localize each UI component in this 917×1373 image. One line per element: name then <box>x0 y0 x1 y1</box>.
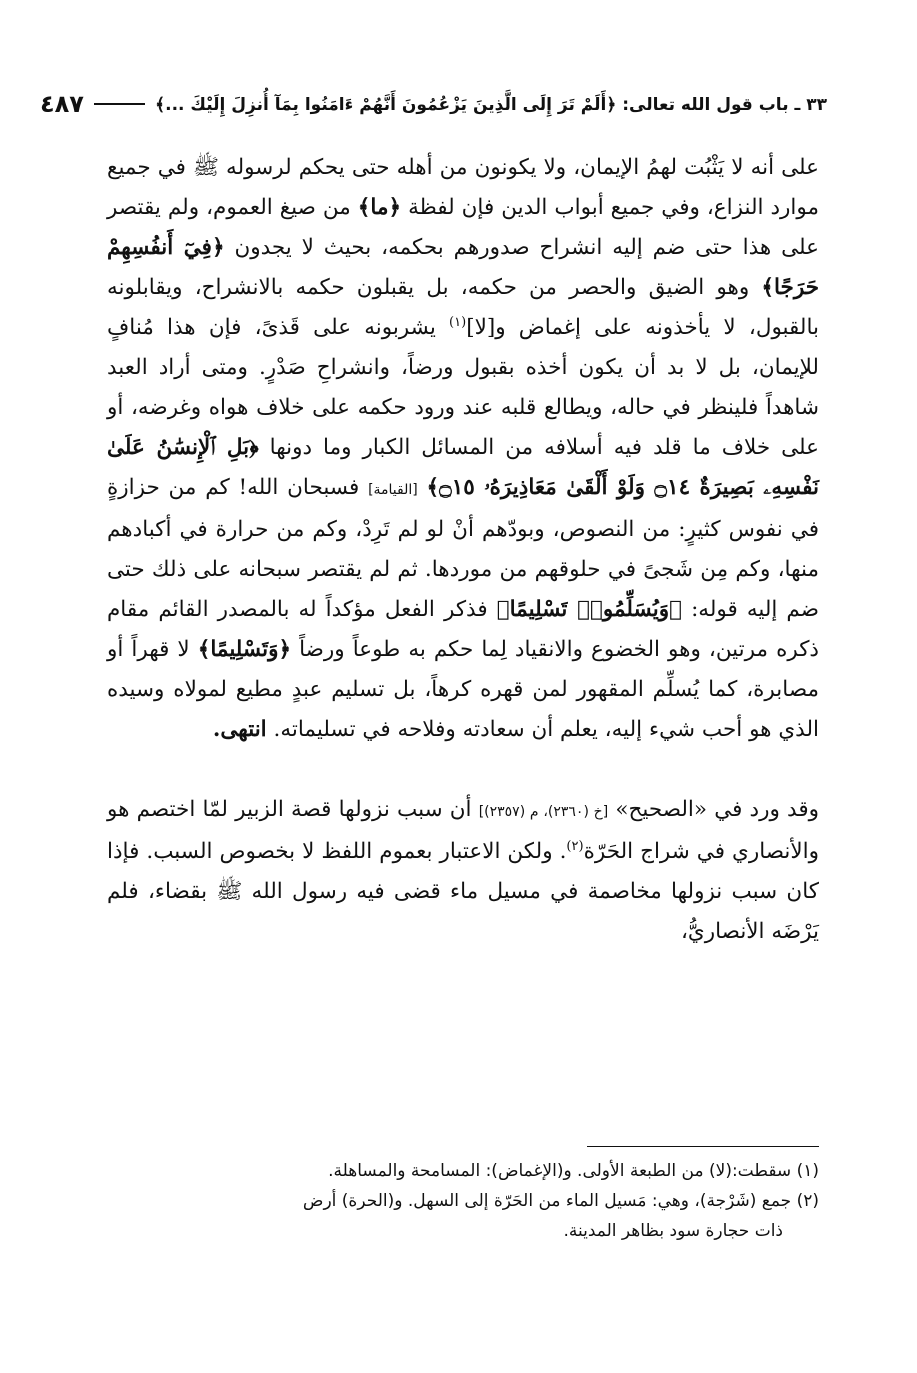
hadith-reference: [خ (٢٣٦٠)، م (٢٣٥٧)] <box>478 804 609 820</box>
footnote-separator <box>587 1146 819 1147</box>
end-marker: انتهى. <box>212 717 267 742</box>
footnote-continuation: ذات حجارة سود بظاهر المدينة. <box>563 1221 783 1241</box>
footnote-marker: (١) <box>449 314 467 330</box>
footnote-number: (١) <box>796 1161 819 1181</box>
page-number: ٤٨٧ <box>40 90 84 118</box>
footnote-text: جمع (شَرْجة)، وهي: مَسيل الماء من الحَرّة إلى السهل. و(الحرة) أرض <box>302 1191 792 1211</box>
text-run: فذكر الفعل مؤكداً له بالمصدر القائم مقام ذكره مرتين، وهو الخضوع والانقياد لِما حكم به طوعاً ورضاً <box>107 597 820 662</box>
quran-quote: ﴿وَيُسَلِّمُوا۟ تَسْلِيمًا﴾ <box>496 597 682 622</box>
text-run: لا قهراً أو مصابرة، كما يُسلِّم المقهور لمن قهره كرهاً، بل تسليم عبدٍ مطيع لمولاه وسيده الذي هو أحب شيء إليه، يعلم أن سعادته وفلاحه في تسليماته. <box>107 637 819 742</box>
text-run: فسبحان الله! كم من حزازةٍ في نفوس كثيرٍ: من النصوص، وبودّهم أنْ لو لم تَرِدْ، وكم من حرارة في أكبادهم منها، وكم مِن شَجىً في حلوقهم من موردها. ثم لم يقتصر سبحانه على ذلك حتى ضم إليه قوله: <box>107 475 820 622</box>
quran-quote: ﴿ما﴾ <box>357 195 402 220</box>
text-run: أن سبب نزولها قصة الزبير لمّا اختصم هو والأنصاري في شراج الحَرّة <box>107 797 819 864</box>
footnote-marker: (٢) <box>566 838 584 854</box>
header-rule <box>94 103 145 105</box>
text-run: من صيغ العموم، ولم يقتصر على هذا حتى ضم إليه انشراح صدورهم بحكمه، بحيث لا يجدون <box>107 195 819 260</box>
running-header <box>40 84 827 124</box>
quran-quote: ﴿بَلِ ٱلْإِنسَٰنُ عَلَىٰ نَفْسِهِۦ بَصِيرَةٌ ۝١٤ وَلَوْ أَلْقَىٰ مَعَاذِيرَهُۥ ۝١٥﴾ <box>107 435 819 500</box>
surah-reference: [القيامة] <box>368 482 418 498</box>
footnote-number: (٢) <box>796 1191 819 1211</box>
chapter-title: ٣٣ ـ باب قول الله تعالى: ﴿أَلَمْ تَرَ إِلَى الَّذِينَ يَزْعُمُونَ أَنَّهُمْ ءَامَنُوا بِمَآ أُنزِلَ إِلَيْكَ ...﴾ <box>155 94 827 115</box>
text-run: يشربونه على قَذىً، فإن هذا مُنافٍ للإيمان، بل لا بد أن يكون أخذه بقبول ورضاً، وانشراحِ صَدْرٍ. ومتى أراد العبد شاهداً فلينظر في حاله، ويطالع قلبه عند ورود حكمه على خلاف هواه وغرضه، أو على خلاف ما قلد فيه أسلافه من المسائل الكبار وما دونها <box>107 315 819 460</box>
footnote <box>107 1156 819 1186</box>
quran-quote: ﴿وَتَسْلِيمًا﴾ <box>197 637 292 662</box>
footnote <box>107 1186 819 1246</box>
main-text <box>107 148 819 952</box>
paragraph <box>107 790 819 952</box>
paragraph <box>107 148 819 750</box>
text-run: وهو الضيق والحصر من حكمه، بل يقبلون حكمه بالانشراح، ويقابلونه بالقبول، لا يأخذونه على إغماض و[لا] <box>107 275 820 340</box>
footnote-text: سقطت:(لا) من الطبعة الأولى. و(الإغماض): المسامحة والمساهلة. <box>328 1161 792 1181</box>
text-run: وقد ورد في «الصحيح» <box>615 797 819 822</box>
quran-quote: ﴿فِيٓ أَنفُسِهِمْ حَرَجًا﴾ <box>107 235 819 300</box>
text-run: . ولكن الاعتبار بعموم اللفظ لا بخصوص السبب. فإذا كان سبب نزولها مخاصمة في مسيل ماء قضى فيه رسول الله ﷺ بقضاء، فلم يَرْضَه الأنصاريُّ، <box>107 839 819 944</box>
text-run: على أنه لا يَثْبُت لهمُ الإيمان، ولا يكونون من أهله حتى يحكم لرسوله ﷺ في جميع موارد النزاع، وفي جميع أبواب الدين فإن لفظة <box>107 155 820 220</box>
footnotes <box>107 1156 819 1246</box>
